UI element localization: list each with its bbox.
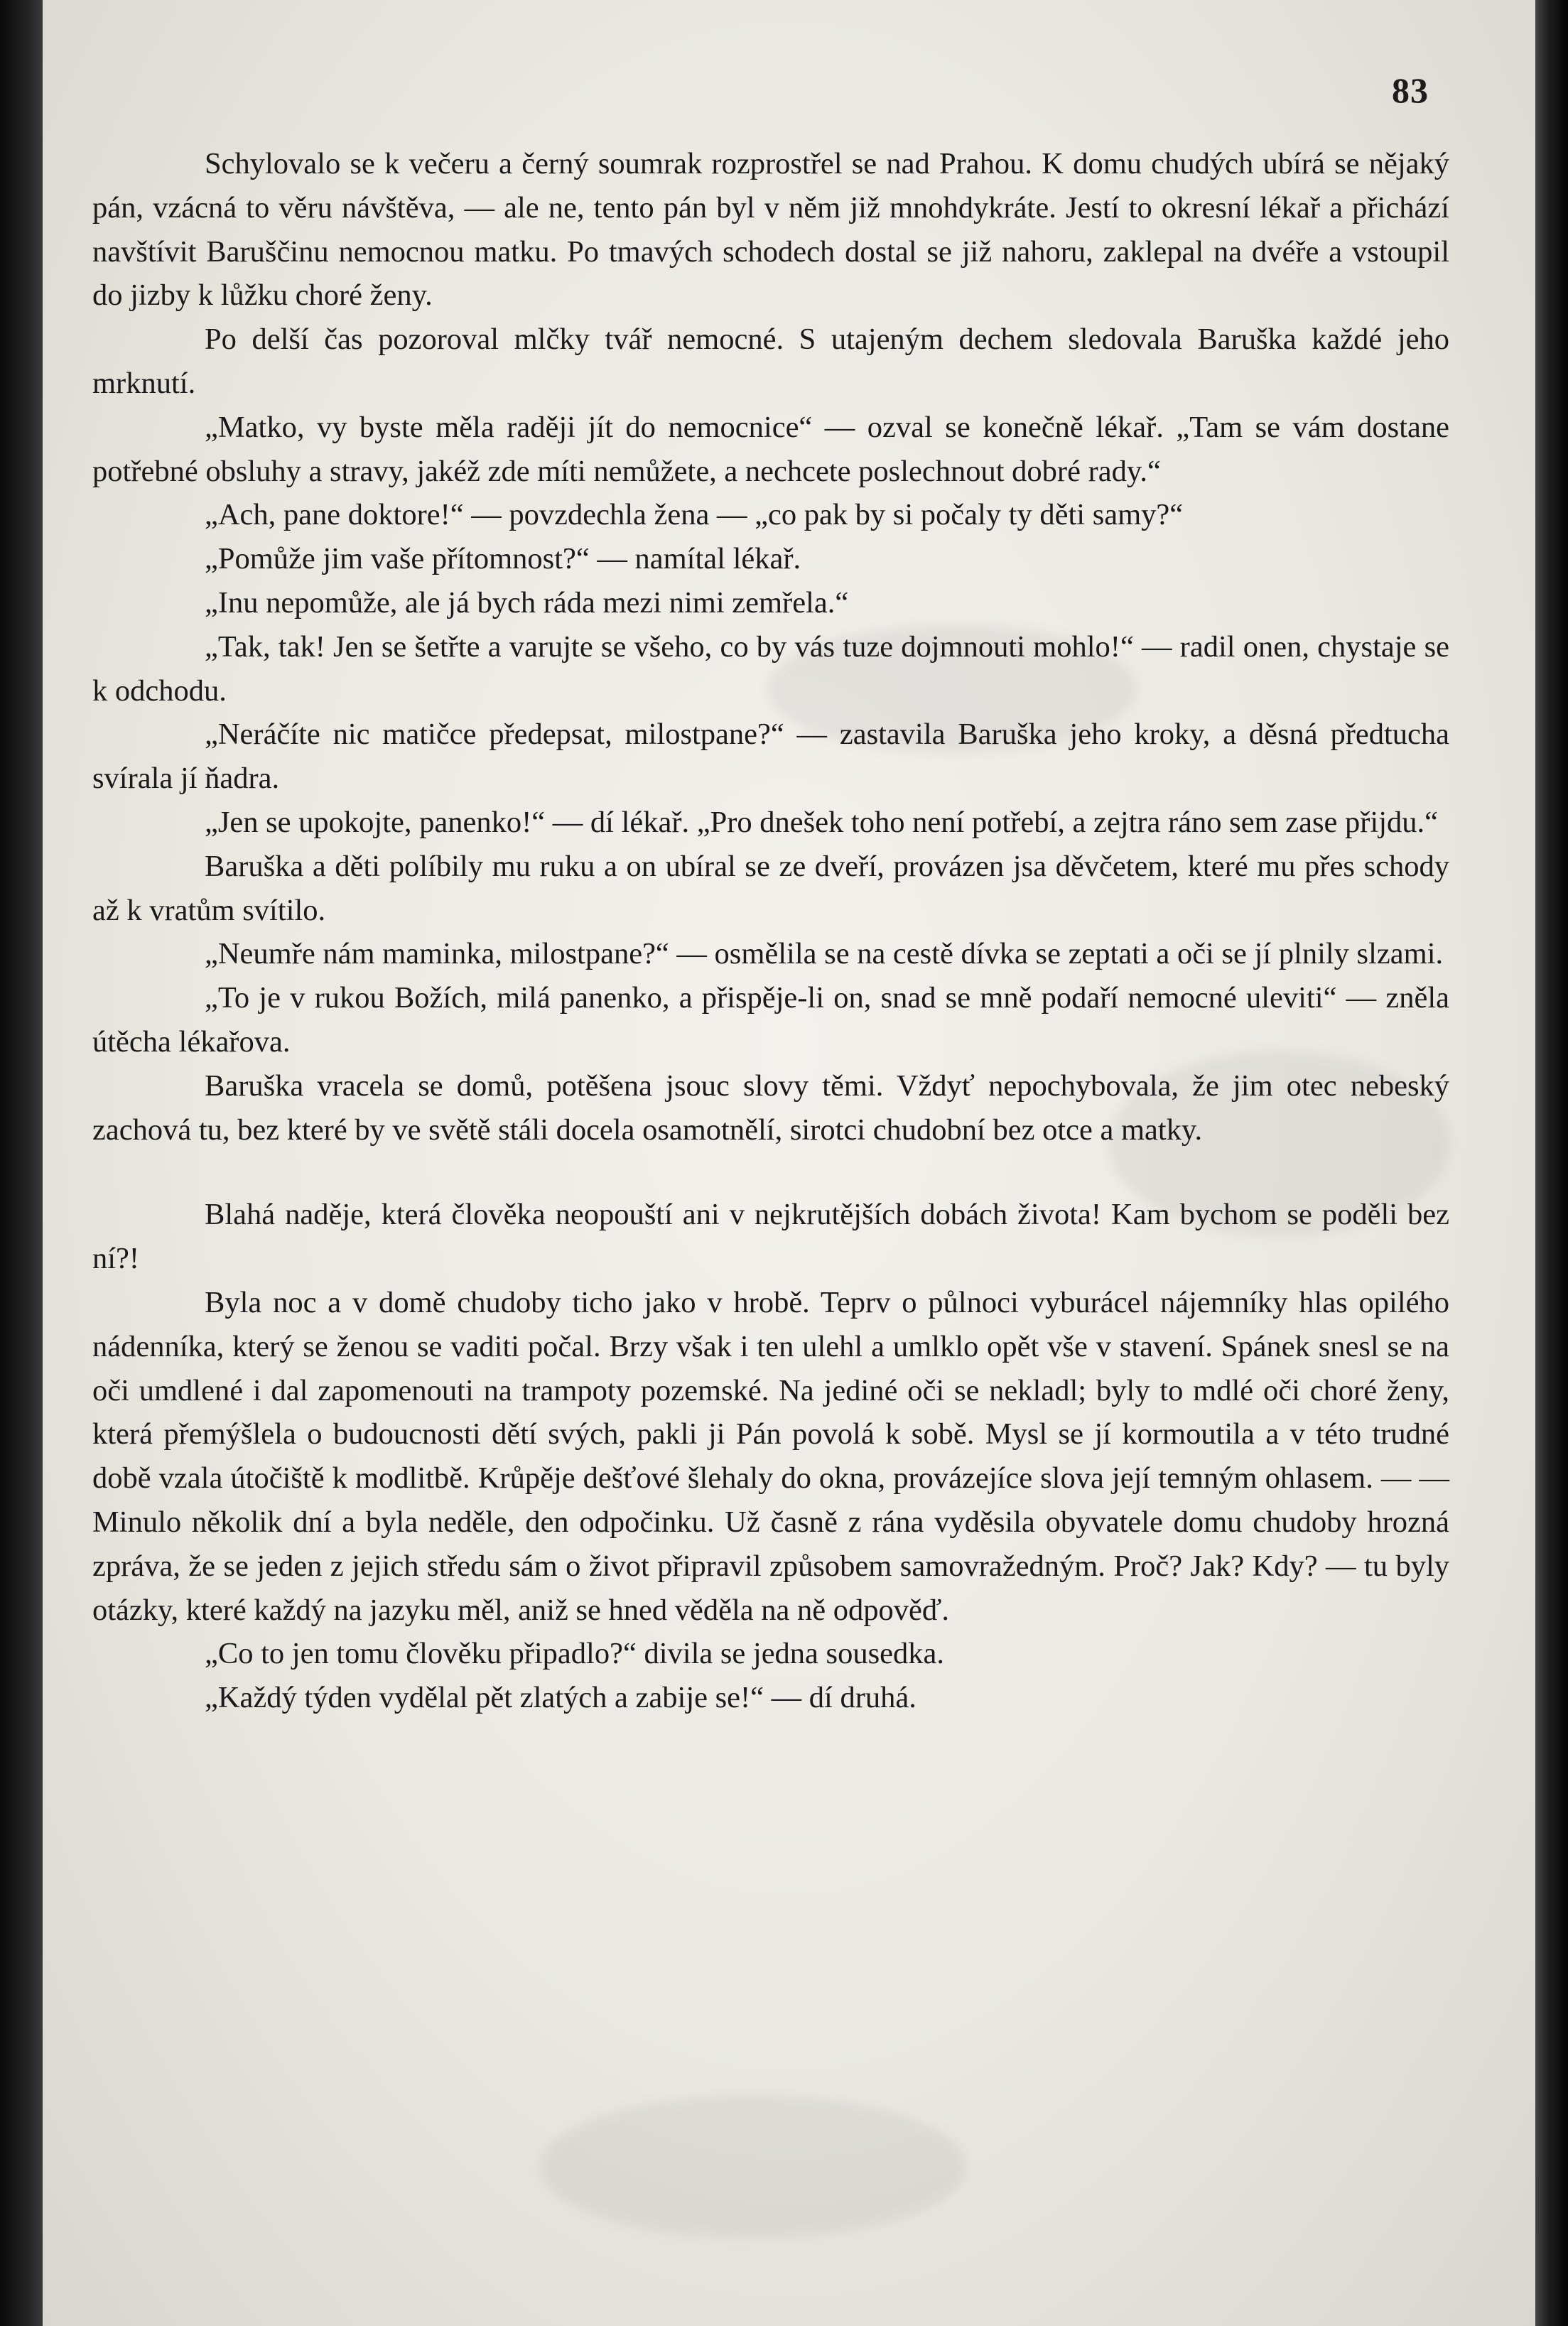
paragraph: „Tak, tak! Jen se šetřte a varujte se všeho, co by vás tuze dojmnouti mohlo!“ — radil onen, chystaje se k odchodu. xyxy=(92,629,1449,708)
scan-edge-left xyxy=(0,0,43,2326)
book-page xyxy=(43,0,1535,2326)
paragraph: „Pomůže jim vaše přítomnost?“ — namítal lékař. xyxy=(205,542,801,576)
body-text xyxy=(92,142,1449,1720)
show-through-smudge xyxy=(540,2096,966,2238)
paragraph: „Jen se upokojte, panenko!“ — dí lékař. „Pro dnešek toho není potřebí, a zejtra ráno sem zase přijdu.“ xyxy=(205,805,1439,839)
page-number: 83 xyxy=(1392,70,1429,110)
paragraph: Schylovalo se k večeru a černý soumrak rozprostřel se nad Prahou. K domu chudých ubírá se nějaký pán, vzácná to věru návštěva, — ale ne, tento pán byl v něm již mnohdykráte. Jestí to okresní lékař a přichází navštívit Baruščinu nemocnou matku. Po tmavých schodech dostal se již nahoru, zaklepal na dvéře a vstoupil do jizby k lůžku choré ženy. xyxy=(92,147,1449,313)
paragraph: Po delší čas pozoroval mlčky tvář nemocné. S utajeným dechem sledovala Baruška každé jeho mrknutí. xyxy=(92,323,1449,400)
paragraph: Byla noc a v domě chudoby ticho jako v hrobě. Teprv o půlnoci vyburácel nájemníky hlas opilého nádenníka, který se ženou se vaditi počal. Brzy však i ten ulehl a umlklo opět vše v stavení. Spánek snesl se na oči umdlené i dal zapomenouti na trampoty pozemské. Na jediné oči se nekladl; byly to mdlé oči choré ženy, která přemýšlela o budoucnosti dětí svých, pakli ji Pán povolá k sobě. Mysl se jí kormoutila a v této trudné době vzala útočiště k modlitbě. Krůpěje dešťové šlehaly do okna, provázejíce slova její temným ohlasem. — — Minulo několik dní a byla neděle, den odpočinku. Už časně z rána vyděsila obyvatele domu chudoby hrozná zpráva, že se jeden z jejich středu sám o život připravil způsobem samovražedným. Proč? Jak? Kdy? — tu byly otázky, které každý na jazyku měl, aniž se hned věděla na ně odpověď. xyxy=(92,1285,1449,1627)
paragraph: „Neumře nám maminka, milostpane?“ — osmělila se na cestě dívka se zeptati a oči se jí plnily slzami. xyxy=(205,937,1444,971)
paragraph: Blahá naděje, která člověka neopouští ani v nejkrutějších dobách života! Kam bychom se poděli bez ní?! xyxy=(92,1198,1449,1276)
paragraph: Baruška a děti políbily mu ruku a on ubíral se ze dveří, provázen jsa děvčetem, které mu přes schody až k vratům svítilo. xyxy=(92,849,1449,927)
paragraph: „Neráčíte nic matičce předepsat, milostpane?“ — zastavila Baruška jeho kroky, a děsná předtucha svírala jí ňadra. xyxy=(92,718,1449,796)
paragraph: „Ach, pane doktore!“ — povzdechla žena — „co pak by si počaly ty děti samy?“ xyxy=(205,498,1184,532)
paragraph: „Každý týden vydělal pět zlatých a zabije se!“ — dí druhá. xyxy=(205,1681,917,1715)
paragraph: „To je v rukou Božích, milá panenko, a přispěje-li on, snad se mně podaří nemocné uleviti“ — zněla útěcha lékařova. xyxy=(92,981,1449,1059)
scan-edge-right xyxy=(1535,0,1568,2326)
paragraph: „Co to jen tomu člověku připadlo?“ divila se jedna sousedka. xyxy=(205,1637,944,1671)
paragraph: „Inu nepomůže, ale já bych ráda mezi nimi zemřela.“ xyxy=(205,585,849,620)
paragraph: „Matko, vy byste měla raději jít do nemocnice“ — ozval se konečně lékař. „Tam se vám dostane potřebné obsluhy a stravy, jakéž zde míti nemůžete, a nechcete poslechnout dobré rady.“ xyxy=(92,410,1449,488)
paragraph: Baruška vracela se domů, potěšena jsouc slovy těmi. Vždyť nepochybovala, že jim otec nebeský zachová tu, bez které by ve světě stáli docela osamotnělí, sirotci chudobní bez otce a matky. xyxy=(92,1069,1449,1147)
